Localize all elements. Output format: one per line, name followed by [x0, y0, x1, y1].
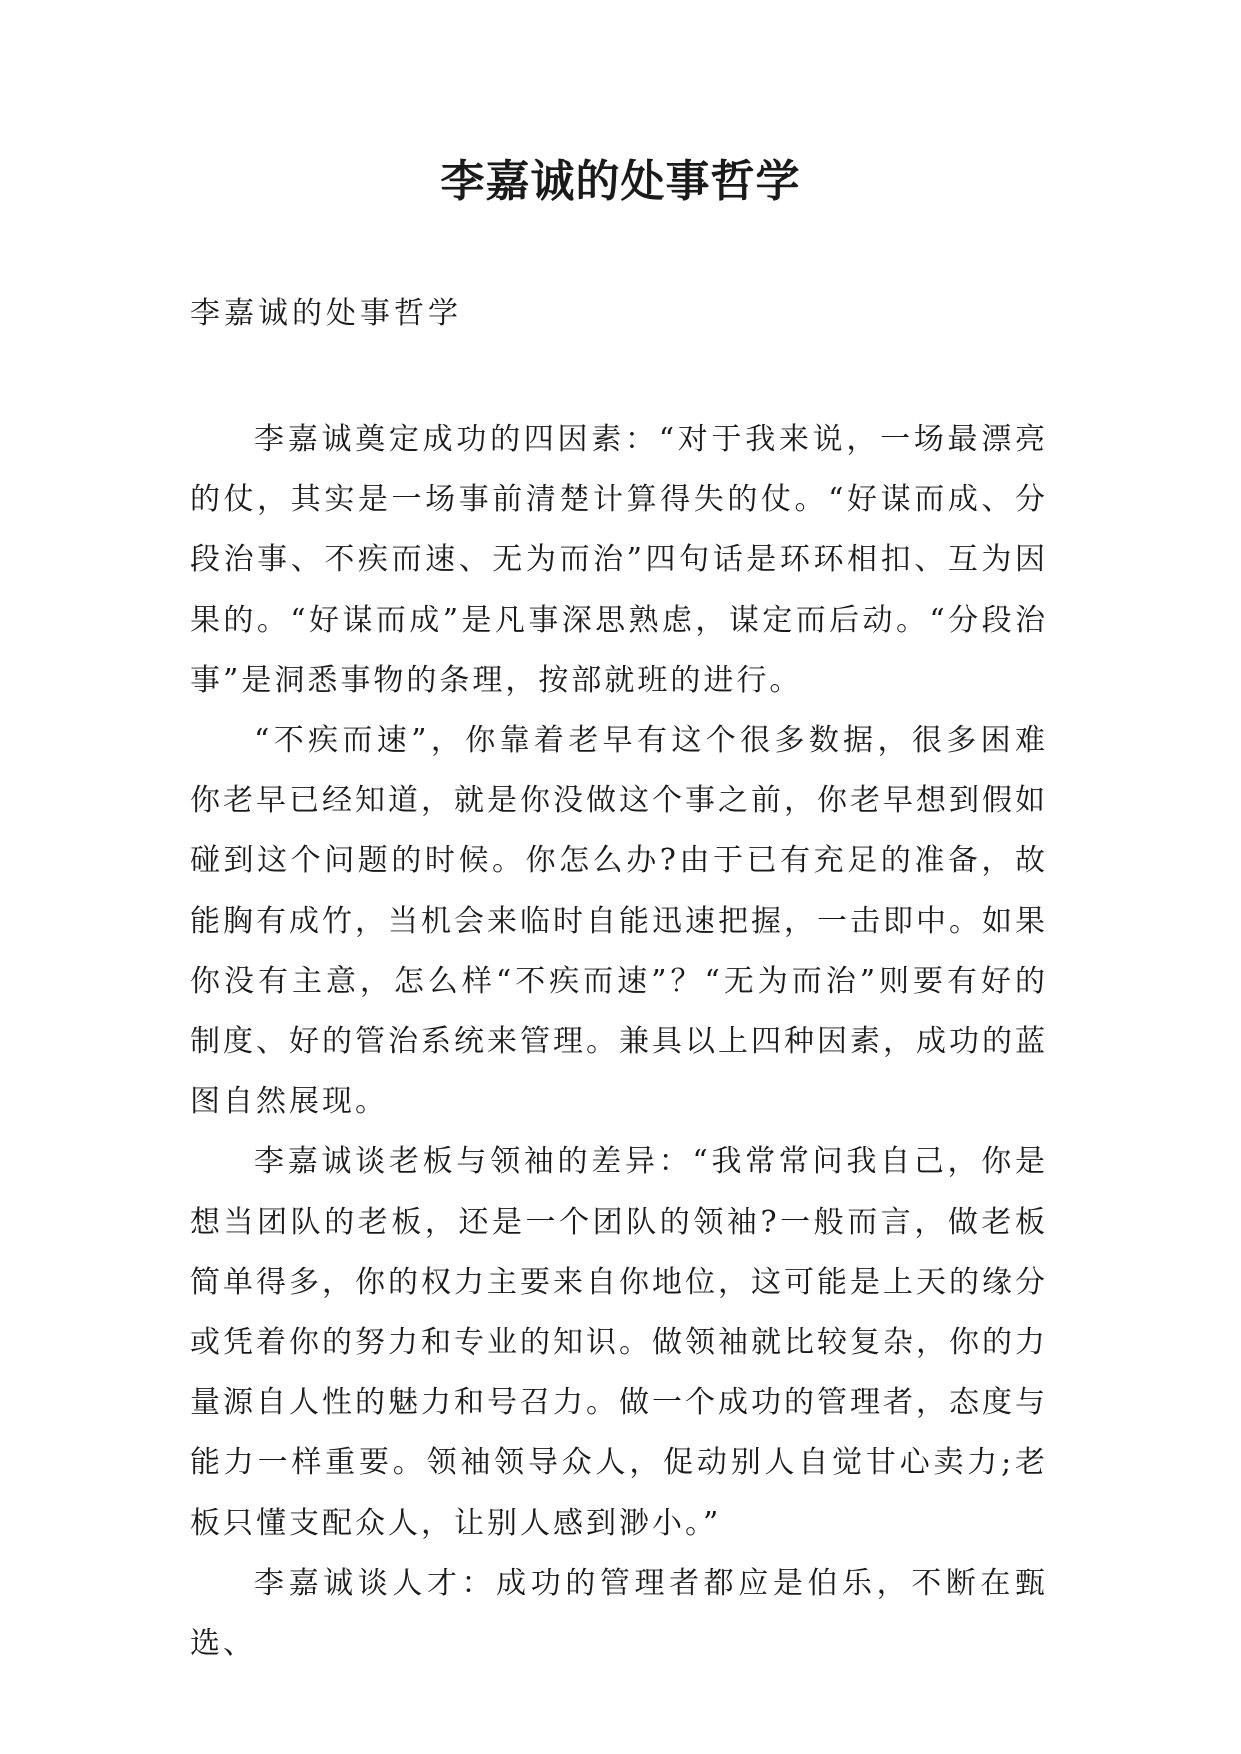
document-body — [190, 410, 1048, 1674]
paragraph-talent: 李嘉诚谈人才：成功的管理者都应是伯乐，不断在甄选、 — [190, 1565, 1048, 1662]
paragraph-boss-vs-leader: 李嘉诚谈老板与领袖的差异：“我常常问我自己，你是想当团队的老板，还是一个团队的领袖?一般而言，做老板简单得多，你的权力主要来自你地位，这可能是上天的缘分或凭着你的努力和专业的知识。做领袖就比较复杂，你的力量源自人性的魅力和号召力。做一个成功的管理者，态度与能力一样重要。领袖领导众人，促动别人自觉甘心卖力;老板只懂支配众人，让别人感到渺小。” — [190, 1144, 1048, 1541]
document-title: 李嘉诚的处事哲学 — [440, 156, 801, 207]
paragraph-not-hasty: “不疾而速”，你靠着老早有这个很多数据，很多困难你老早已经知道，就是你没做这个事之前，你老早想到假如碰到这个问题的时候。你怎么办?由于已有充足的准备，故能胸有成竹，当机会来临时自能迅速把握，一击即中。如果你没有主意，怎么样“不疾而速”？“无为而治”则要有好的制度、好的管治系统来管理。兼具以上四种因素，成功的蓝图自然展现。 — [190, 723, 1048, 1120]
paragraph-four-factors: 李嘉诚奠定成功的四因素：“对于我来说，一场最漂亮的仗，其实是一场事前清楚计算得失的仗。“好谋而成、分段治事、不疾而速、无为而治”四句话是环环相扣、互为因果的。“好谋而成”是凡事深思熟虑，谋定而后动。“分段治事”是洞悉事物的条理，按部就班的进行。 — [190, 422, 1048, 698]
document-subtitle: 李嘉诚的处事哲学 — [190, 296, 462, 331]
